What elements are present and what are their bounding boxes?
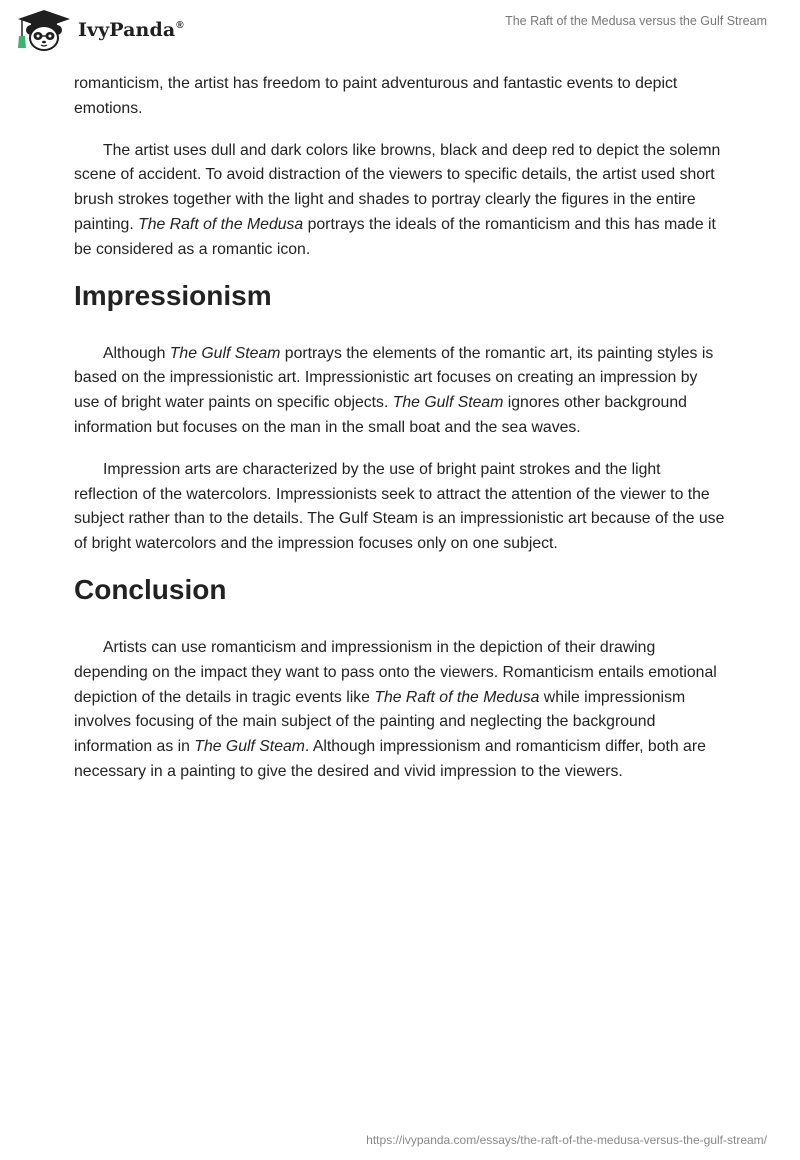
paragraph: Although The Gulf Steam portrays the elements of the romantic art, its painting styles is based on the impressionistic art. Impressionistic art focuses on creating an impression by use of bright water paints on specific objects. The Gulf Steam ignores other background information but focuses on the man in the small boat and the sea waves. <box>74 344 714 436</box>
painting-title: The Gulf Steam <box>169 344 281 362</box>
section-heading-impressionism: Impressionism <box>74 279 272 311</box>
brand-logo[interactable] <box>14 8 184 52</box>
paragraph: Artists can use romanticism and impressionism in the depiction of their drawing depending on the impact they want to pass onto the viewers. Romanticism entails emotional depiction of the details in tragic events like The Raft of the Medusa while impressionism involves focusing of the main subject of the painting and neglecting the background information as in The Gulf Steam. Although impressionism and romanticism differ, both are necessary in a painting to give the desired and vivid impression to the viewers. <box>74 638 717 780</box>
brand-name: IvyPanda® <box>78 19 184 41</box>
document-title: The Raft of the Medusa versus the Gulf Stream <box>505 14 767 28</box>
section-heading-conclusion: Conclusion <box>74 573 227 605</box>
paragraph-continued: romanticism, the artist has freedom to paint adventurous and fantastic events to depict emotions. <box>74 75 678 117</box>
panda-graduate-icon <box>14 8 74 52</box>
source-url-link[interactable]: https://ivypanda.com/essays/the-raft-of-the-medusa-versus-the-gulf-stream/ <box>366 1133 767 1147</box>
painting-title: The Raft of the Medusa <box>374 688 540 706</box>
painting-title: The Gulf Steam <box>194 738 305 756</box>
essay-body <box>74 72 726 802</box>
paragraph: The artist uses dull and dark colors like browns, black and deep red to depict the solemn scene of accident. To avoid distraction of the viewers to specific details, the artist used short brush strokes together with the light and shades to portray clearly the figures in the entire painting. The Raft of the Medusa portrays the ideals of the romanticism and this has made it be considered as a romantic icon. <box>74 141 721 258</box>
painting-title: The Gulf Steam <box>392 394 504 412</box>
paragraph: Impression arts are characterized by the use of bright paint strokes and the light reflection of the watercolors. Impressionists seek to attract the attention of the viewer to the subject rather than to the details. The Gulf Steam is an impressionistic art because of the use of bright watercolors and the impression focuses only on one subject. <box>74 460 725 553</box>
registered-mark: ® <box>176 20 184 31</box>
painting-title: The Raft of the Medusa <box>138 215 304 233</box>
